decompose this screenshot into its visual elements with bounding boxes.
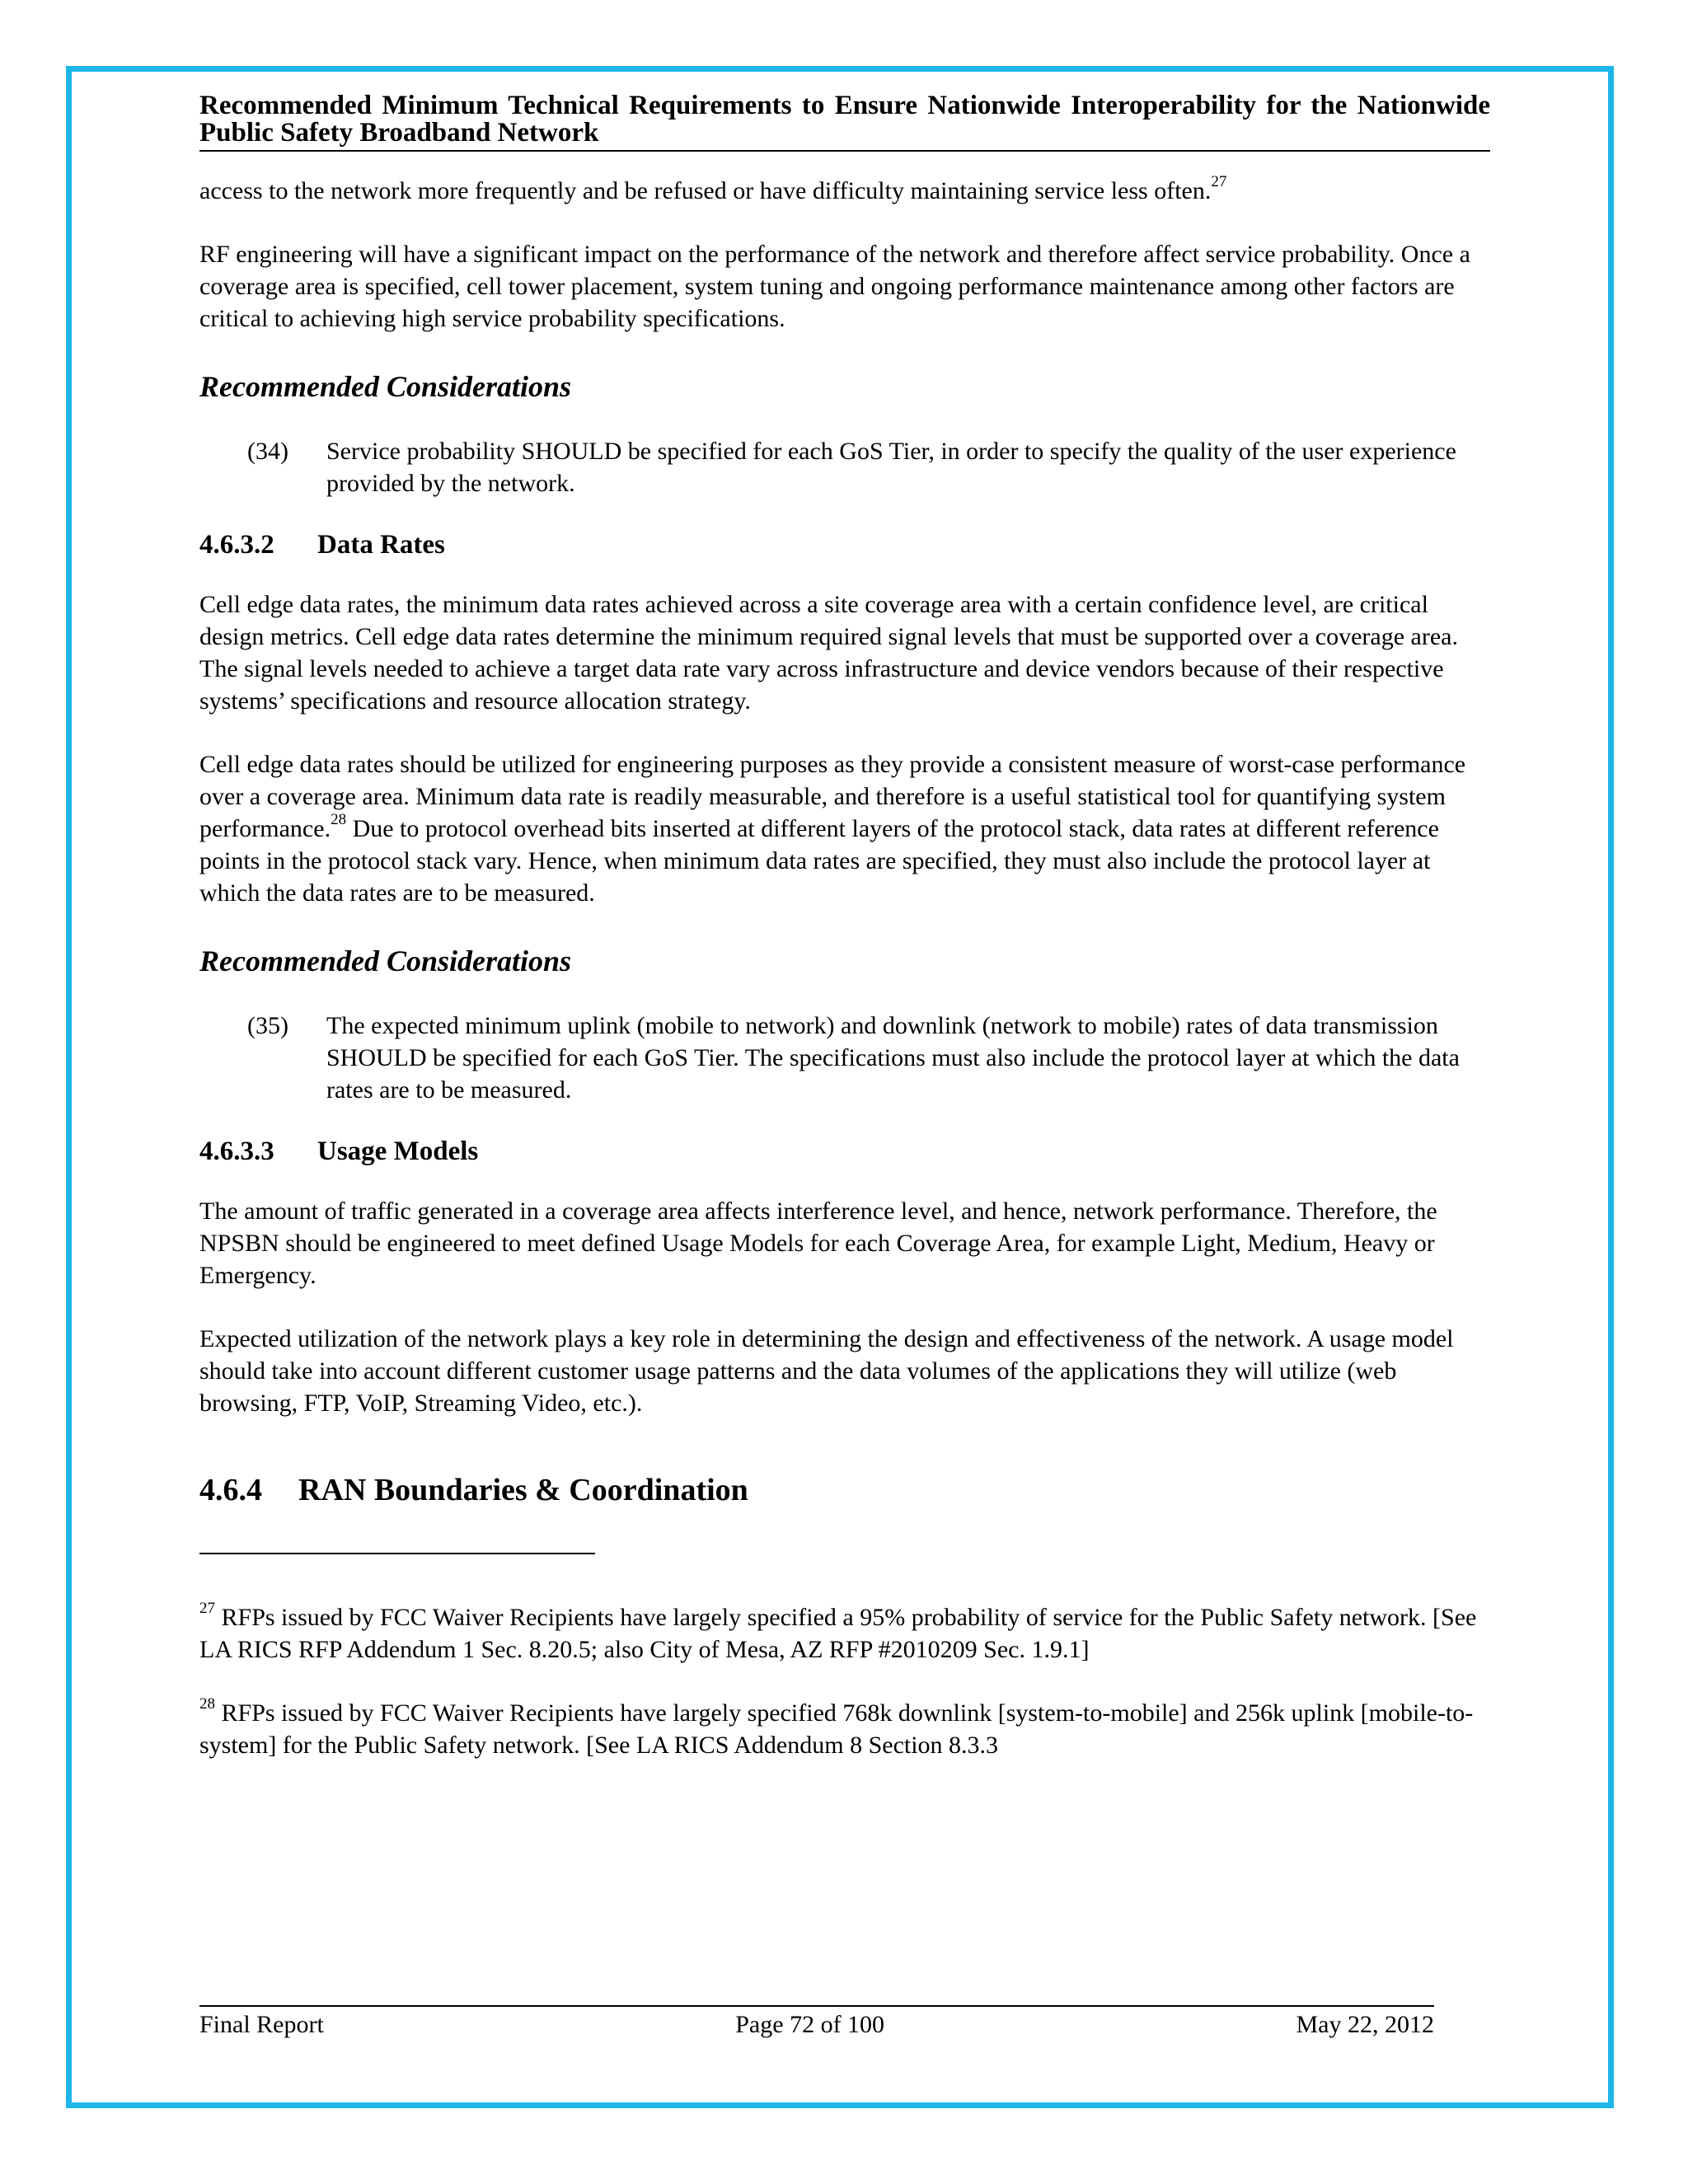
- paragraph-cell-edge-2: Cell edge data rates should be utilized for engineering purposes as they provide a consistent measure of worst-case performance over a coverage area. Minimum data rate is readily measurable, and therefore is a useful statistical tool for quantifying system performance.$^{28}$ Due to protocol overhead bits inserted at different layers of the protocol stack, data rates at different reference points in the protocol stack vary. Hence, when minimum data rates are specified, they must also include the protocol layer at which the data rates are to be measured.: [199, 751, 1466, 907]
- recommended-considerations-heading: Recommended Considerations: [199, 944, 572, 977]
- recommendation-item-35: [199, 1010, 1490, 1106]
- section-heading-4-6-4: 4.6.4 RAN Boundaries & Coordination: [199, 1473, 748, 1507]
- paragraph-cell-edge-1: Cell edge data rates, the minimum data rates achieved across a site coverage area with a certain confidence level, are critical design metrics. Cell edge data rates determine the minimum required signal levels that must be supported over a coverage area. The signal levels needed to achieve a target data rate vary across infrastructure and device vendors because of their respective systems’ specifications and resource allocation strategy.: [199, 591, 1458, 715]
- section-heading-4-6-3-3: 4.6.3.3 Usage Models: [199, 1137, 479, 1166]
- document-header-title: Recommended Minimum Technical Requirements to Ensure Nationwide Interoperability for the Nationwide Public Safety Broadband Network: [199, 92, 1490, 152]
- footer-page-number: Page 72 of 100: [735, 2011, 885, 2038]
- item-text: The expected minimum uplink (mobile to network) and downlink (network to mobile) rates of data transmission SHOULD be specified for each GoS Tier. The specifications must also include the protocol layer at which the data rates are to be measured.: [326, 1012, 1460, 1104]
- paragraph-continued: access to the network more frequently and be refused or have difficulty maintaining service less often.$^{27}$: [199, 173, 1227, 204]
- recommended-considerations-heading: Recommended Considerations: [199, 370, 572, 403]
- paragraph-rf-engineering: RF engineering will have a significant impact on the performance of the network and therefore affect service probability. Once a coverage area is specified, cell tower placement, system tuning and ongoing performance maintenance among other factors are critical to achieving high service probability specifications.: [199, 241, 1470, 332]
- section-heading-4-6-3-2: 4.6.3.2 Data Rates: [199, 530, 445, 560]
- footnote-separator: [199, 1553, 595, 1554]
- item-number: (34): [247, 438, 288, 465]
- paragraph-usage-1: The amount of traffic generated in a coverage area affects interference level, and hence, network performance. Therefore, the NPSBN should be engineered to meet defined Usage Models for each Coverage Area, for example Light, Medium, Heavy or Emergency.: [199, 1197, 1437, 1289]
- footnote-28: $^{28}$ RFPs issued by FCC Waiver Recipients have largely specified 768k downlink [system-to-mobile] and 256k uplink [mobile-to-system] for the Public Safety network. [See LA RICS Addendum 8 Section 8.3.3: [199, 1695, 1474, 1759]
- footnote-ref-28[interactable]: 28: [331, 811, 347, 828]
- footnote-ref-27[interactable]: 27: [1211, 173, 1227, 190]
- item-text: Service probability SHOULD be specified for each GoS Tier, in order to specify the quality of the user experience provided by the network.: [326, 438, 1456, 497]
- paragraph-usage-2: Expected utilization of the network plays a key role in determining the design and effectiveness of the network. A usage model should take into account different customer usage patterns and the data volumes of the applications they will utilize (web browsing, FTP, VoIP, Streaming Video, etc.).: [199, 1325, 1454, 1417]
- item-number: (35): [247, 1012, 288, 1039]
- page-content: [199, 92, 1490, 1761]
- page-footer: [199, 2005, 1434, 2040]
- recommendation-item-34: [199, 435, 1490, 499]
- footnote-27: $^{27}$ RFPs issued by FCC Waiver Recipients have largely specified a 95% probability of service for the Public Safety network. [See LA RICS RFP Addendum 1 Sec. 8.20.5; also City of Mesa, AZ RFP #2010209 Sec. 1.9.1]: [199, 1600, 1477, 1663]
- footer-left: Final Report: [199, 2011, 324, 2038]
- footer-date: May 22, 2012: [1296, 2011, 1434, 2038]
